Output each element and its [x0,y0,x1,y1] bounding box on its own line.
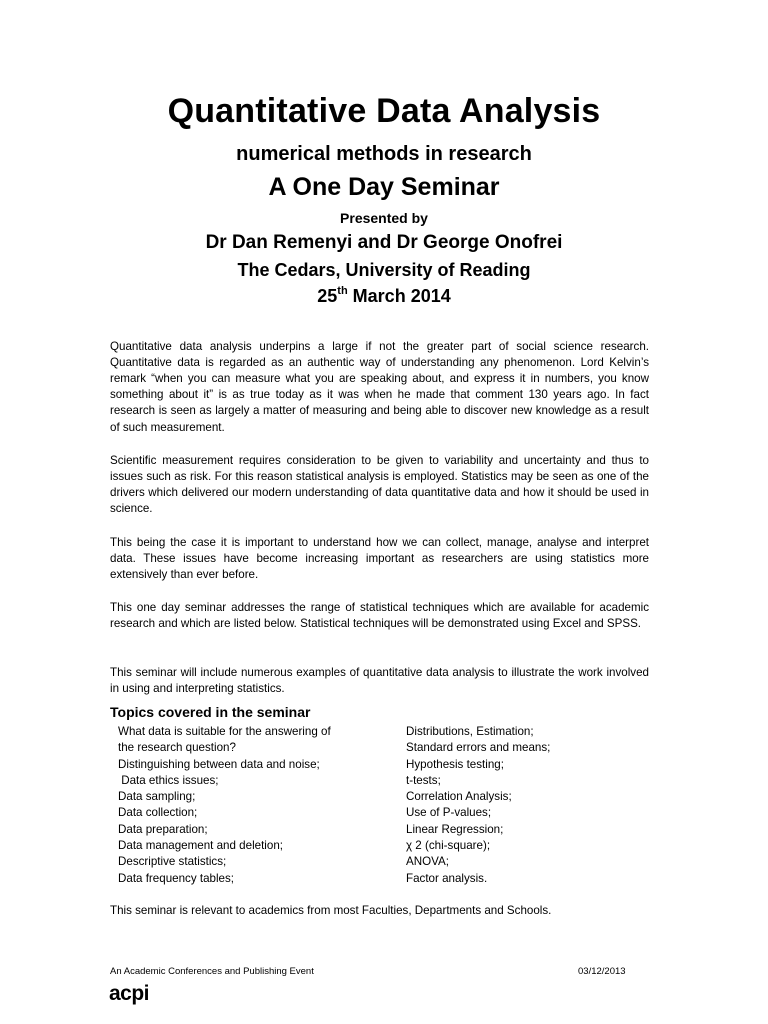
examples-paragraph: This seminar will include numerous examples of quantitative data analysis to illustrate the work involved in using and interpreting statistics. [110,665,649,695]
presenters: Dr Dan Remenyi and Dr George Onofrei [205,232,563,253]
page-title: Quantitative Data Analysis [167,92,601,130]
measurement-paragraph: Scientific measurement requires consideration to be given to variability and uncertainty and thus to issues such as risk. For this reason statistical analysis is employed. Statistics may be seen as one of the drivers which delivered our modern understanding of data quantitative data and how it should be used in science. [110,453,649,516]
seminar-heading: A One Day Seminar [268,173,500,201]
seminar-date [0,286,768,307]
footer-event: An Academic Conferences and Publishing Event [110,966,314,977]
topic-item: ANOVA; [406,855,449,869]
topics-list-right [406,724,646,887]
date-day: 25 [317,286,338,306]
topic-item: Data management and deletion; [118,839,284,853]
topic-item: Descriptive statistics; [118,855,227,869]
topic-item: Data frequency tables; [118,871,235,885]
relevance-note: This seminar is relevant to academics from most Faculties, Departments and Schools. [110,904,552,917]
topic-item: Factor analysis. [406,871,488,885]
intro-paragraph: Quantitative data analysis underpins a large if not the greater part of social science research. Quantitative data is regarded as an authentic way of understanding any phenomenon. Lord Kelvin’s remark “when you can measure what you are speaking about, and express it in numbers, you know something about it” is as true today as it was when he made that comment 130 years ago. In fact research is seen as largely a matter of measuring and being able to discover new knowledge as a result of such measurement. [110,339,649,434]
acpi-logo: acpi [109,982,150,1005]
presented-by-label: Presented by [340,210,428,226]
topic-item: Use of P-values; [406,806,492,820]
date-rest: March 2014 [347,286,451,306]
topic-item: t-tests; [406,773,441,787]
date-suffix: th [337,285,348,297]
topic-item: χ 2 (chi-square); [406,839,491,853]
topic-item: What data is suitable for the answering of [118,725,331,738]
topic-item: Hypothesis testing; [406,757,504,771]
topic-item: Distinguishing between data and noise; [118,757,320,771]
venue: The Cedars, University of Reading [237,260,531,280]
topic-item: Linear Regression; [406,822,504,836]
topic-item: Distributions, Estimation; [406,725,534,738]
page-subtitle: numerical methods in research [236,143,532,165]
topic-item: Correlation Analysis; [406,790,512,804]
topic-item: Data sampling; [118,790,196,804]
importance-paragraph: This being the case it is important to understand how we can collect, manage, analyse and interpret data. These issues have become increasing important as researchers are using statistics more extensively than ever before. [110,535,649,581]
topic-item: Data ethics issues; [118,773,219,787]
topic-item: Data collection; [118,806,198,820]
scope-paragraph: This one day seminar addresses the range of statistical techniques which are available for academic research and which are listed below. Statistical techniques will be demonstrated using Excel and SPSS. [110,600,649,630]
topic-item: the research question? [118,741,236,755]
topics-list-left [118,724,388,887]
footer-date: 03/12/2013 [578,966,626,977]
topic-item: Data preparation; [118,822,208,836]
topic-item: Standard errors and means; [406,741,551,755]
topics-heading: Topics covered in the seminar [110,704,311,720]
